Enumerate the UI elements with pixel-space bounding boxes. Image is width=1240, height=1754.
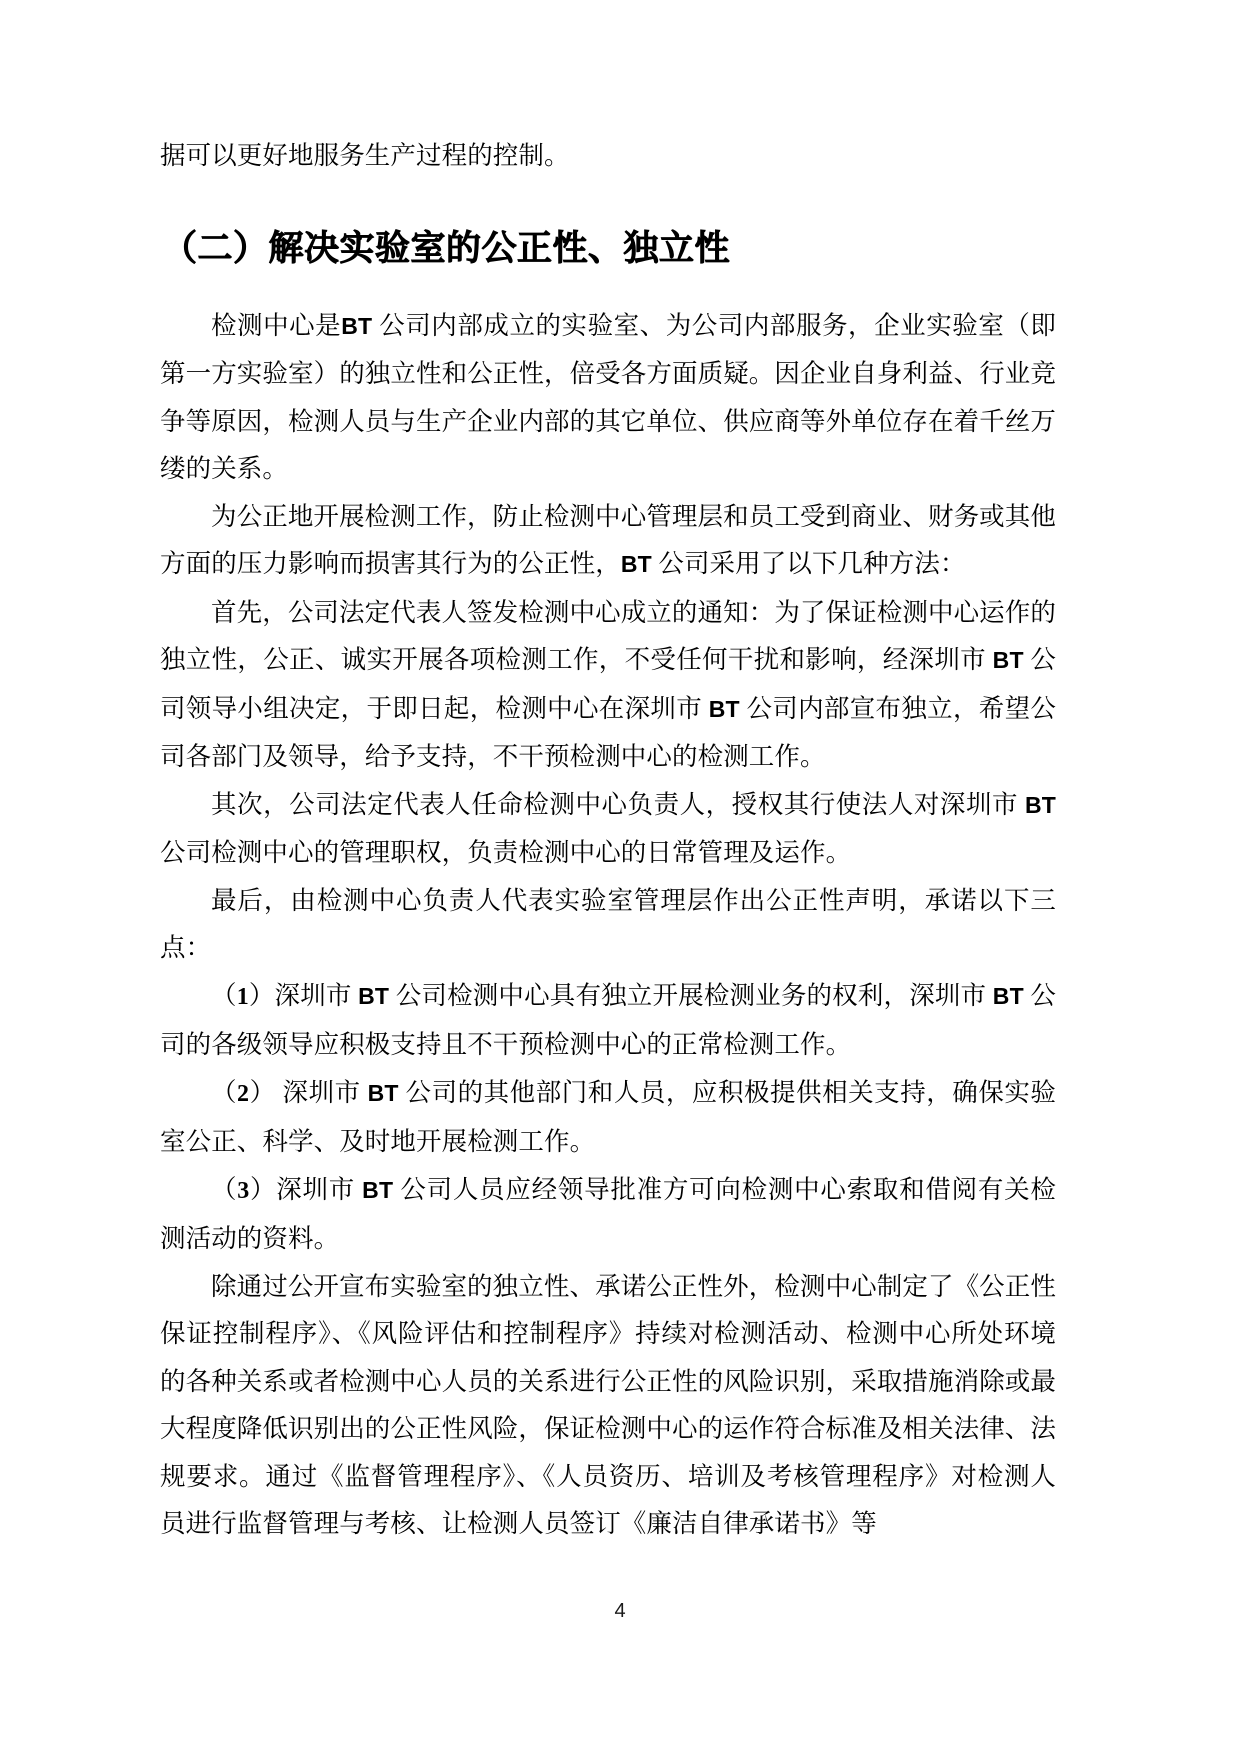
latin-run: BT: [367, 1079, 399, 1106]
latin-run: BT: [358, 982, 390, 1009]
numeral-run: 2: [237, 1080, 250, 1107]
latin-run: BT: [708, 695, 740, 722]
paragraph-5: 最后，由检测中心负责人代表实验室管理层作出公正性声明，承诺以下三点：: [160, 885, 1056, 962]
list-item-1: （1）深圳市 BT 公司检测中心具有独立开展检测业务的权利，深圳市 BT 公司的各级领导应积极支持且不干预检测中心的正常检测工作。: [160, 980, 1056, 1059]
latin-run: BT: [1024, 791, 1056, 818]
paragraph-1: 检测中心是BT 公司内部成立的实验室、为公司内部服务，企业实验室（即第一方实验室）的独立性和公正性，倍受各方面质疑。因企业自身利益、行业竞争等原因，检测人员与生产企业内部的其它单位、供应商等外单位存在着千丝万缕的关系。: [160, 310, 1057, 483]
paragraph-2: 为公正地开展检测工作，防止检测中心管理层和员工受到商业、财务或其他方面的压力影响而损害其行为的公正性，BT 公司采用了以下几种方法：: [160, 501, 1056, 578]
section-heading: （二）解决实验室的公正性、独立性: [162, 228, 731, 268]
latin-run: BT: [992, 647, 1024, 673]
numeral-run: 3: [237, 1177, 250, 1204]
paragraph-3: 首先，公司法定代表人签发检测中心成立的通知：为了保证检测中心运作的独立性，公正、诚实开展各项检测工作，不受任何干扰和影响，经深圳市 BT 公司领导小组决定，于即日起，检测中心在深圳市 BT 公司内部宣布独立，希望公司各部门及领导，给予支持，不干预检测中心的检测工作。: [160, 597, 1056, 771]
paragraph-6: 除通过公开宣布实验室的独立性、承诺公正性外，检测中心制定了《公正性保证控制程序》、《风险评估和控制程序》持续对检测活动、检测中心所处环境的各种关系或者检测中心人员的关系进行公正性的风险识别，采取措施消除或最大程度降低识别出的公正性风险，保证检测中心的运作符合标准及相关法律、法规要求。通过《监督管理程序》、《人员资历、培训及考核管理程序》对检测人员进行监督管理与考核、让检测人员签订《廉洁自律承诺书》等: [160, 1271, 1057, 1538]
page-number: 4: [614, 1600, 626, 1622]
section-heading-block: [160, 226, 1056, 272]
latin-run: BT: [341, 312, 373, 339]
numeral-run: 1: [236, 983, 249, 1010]
latin-run: BT: [362, 1176, 394, 1203]
list-item-2: （2） 深圳市 BT 公司的其他部门和人员，应积极提供相关支持，确保实验室公正、科学、及时地开展检测工作。: [160, 1077, 1056, 1156]
list-item-3: （3）深圳市 BT 公司人员应经领导批准方可向检测中心索取和借阅有关检测活动的资料。: [160, 1174, 1056, 1253]
paragraph-carryover: 据可以更好地服务生产过程的控制。: [160, 141, 570, 170]
page-content: [160, 132, 1056, 1548]
latin-run: BT: [992, 982, 1024, 1009]
paragraph-4: 其次，公司法定代表人任命检测中心负责人，授权其行使法人对深圳市 BT 公司检测中心的管理职权，负责检测中心的日常管理及运作。: [160, 789, 1056, 867]
latin-run: BT: [620, 551, 652, 577]
